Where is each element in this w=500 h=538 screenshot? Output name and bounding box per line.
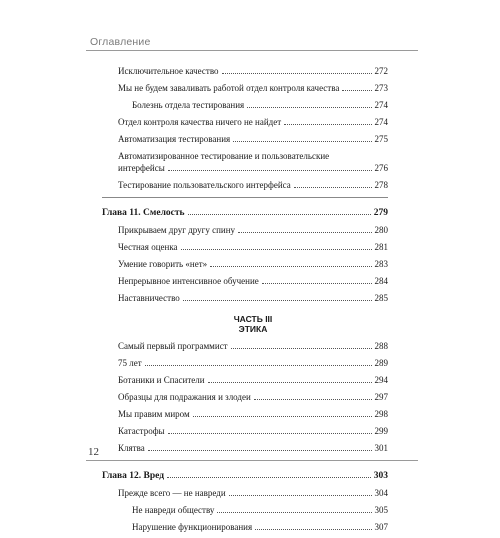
toc-entry bbox=[118, 99, 388, 111]
toc-entry-title: Не навреди обществу bbox=[132, 505, 215, 515]
toc-entry bbox=[118, 487, 388, 499]
toc-entry bbox=[118, 224, 388, 236]
dot-leader bbox=[217, 512, 371, 513]
dot-leader bbox=[233, 141, 371, 142]
toc-entry-title: Умение говорить «нет» bbox=[118, 259, 208, 269]
toc-entry-title: Исключительное качество bbox=[118, 66, 219, 76]
toc-entry-title: Ботаники и Спасители bbox=[118, 375, 205, 385]
toc-entry-title: Нарушение функционирования bbox=[132, 522, 253, 532]
footer-rule bbox=[86, 460, 418, 461]
toc-entry-title: Прикрываем друг другу спину bbox=[118, 225, 236, 235]
toc-entry-page: 307 bbox=[374, 522, 388, 532]
toc-entry-page: 288 bbox=[374, 341, 388, 351]
toc-entry bbox=[118, 150, 388, 174]
toc-entry-title-line2: интерфейсы bbox=[118, 163, 165, 173]
toc-entry-page: 278 bbox=[374, 180, 388, 190]
toc-entry bbox=[118, 133, 388, 145]
dot-leader bbox=[238, 232, 371, 233]
toc-entry-page: 305 bbox=[374, 505, 388, 515]
dot-leader bbox=[254, 399, 372, 400]
toc-entry-page: 274 bbox=[374, 100, 388, 110]
toc-entry-page: 289 bbox=[374, 358, 388, 368]
chapter-page: 279 bbox=[373, 208, 388, 218]
dot-leader bbox=[294, 187, 372, 188]
toc-entry bbox=[118, 374, 388, 386]
part-title bbox=[118, 314, 388, 334]
toc-entry-title: Прежде всего — не навреди bbox=[118, 488, 226, 498]
chapter-separator bbox=[102, 197, 388, 198]
toc-entry-page: 284 bbox=[374, 276, 388, 286]
toc-entry-title: Отдел контроля качества ничего не найдет bbox=[118, 117, 282, 127]
toc-entry bbox=[118, 258, 388, 270]
toc-entry bbox=[118, 425, 388, 437]
dot-leader bbox=[231, 348, 372, 349]
dot-leader bbox=[183, 300, 372, 301]
toc-entry-page: 276 bbox=[374, 163, 388, 173]
running-head: Оглавление bbox=[90, 36, 151, 48]
toc-entry bbox=[118, 65, 388, 77]
toc-entry-page: 294 bbox=[374, 375, 388, 385]
toc-entry-page: 273 bbox=[374, 83, 388, 93]
toc-entry-title: Образцы для подражания и злодеи bbox=[118, 392, 251, 402]
dot-leader bbox=[193, 416, 372, 417]
dot-leader bbox=[255, 529, 371, 530]
toc-entry-title: 75 лет bbox=[118, 358, 142, 368]
toc-entry-title: Болезнь отдела тестирования bbox=[132, 100, 245, 110]
toc-entry-page: 297 bbox=[374, 392, 388, 402]
toc-entry-page: 301 bbox=[374, 443, 388, 453]
toc-entry bbox=[118, 340, 388, 352]
toc-entry bbox=[118, 179, 388, 191]
toc-entry bbox=[118, 504, 388, 516]
dot-leader bbox=[262, 283, 372, 284]
chapter-entry bbox=[102, 470, 388, 482]
toc-entry-title: Катастрофы bbox=[118, 426, 165, 436]
dot-leader bbox=[284, 124, 371, 125]
toc-entry bbox=[118, 408, 388, 420]
dot-leader bbox=[342, 90, 371, 91]
header-rule bbox=[86, 50, 418, 51]
toc-entry-title: Клятва bbox=[118, 443, 145, 453]
toc-entry-title: Тестирование пользовательского интерфейса bbox=[118, 180, 291, 190]
toc-entry-page: 283 bbox=[374, 259, 388, 269]
toc-entry bbox=[118, 292, 388, 304]
dot-leader bbox=[208, 382, 372, 383]
toc-entry-page: 280 bbox=[374, 225, 388, 235]
toc-entry-title: Самый первый программист bbox=[118, 341, 228, 351]
part-number: ЧАСТЬ III bbox=[233, 314, 273, 324]
dot-leader bbox=[229, 495, 372, 496]
toc-entry-page: 298 bbox=[374, 409, 388, 419]
toc-entry bbox=[118, 82, 388, 94]
dot-leader bbox=[210, 266, 371, 267]
chapter-title: Глава 12. Вред bbox=[102, 471, 165, 481]
toc-entry-page: 304 bbox=[374, 488, 388, 498]
chapter-page: 303 bbox=[373, 471, 388, 481]
toc-entry-title: Автоматизация тестирования bbox=[118, 134, 231, 144]
toc-entry bbox=[118, 442, 388, 454]
dot-leader bbox=[167, 477, 371, 478]
toc-entry bbox=[118, 241, 388, 253]
dot-leader bbox=[188, 214, 371, 215]
part-name: ЭТИКА bbox=[238, 324, 268, 334]
dot-leader bbox=[181, 249, 372, 250]
dot-leader bbox=[148, 450, 372, 451]
dot-leader bbox=[145, 365, 372, 366]
toc-entry-page: 275 bbox=[374, 134, 388, 144]
toc-entry-title: Непрерывное интенсивное обучение bbox=[118, 276, 259, 286]
chapter-entry bbox=[102, 207, 388, 219]
dot-leader bbox=[168, 170, 372, 171]
toc-entry bbox=[118, 521, 388, 533]
toc-entry-title-line1: Автоматизированное тестирование и пользовательские bbox=[118, 151, 330, 161]
dot-leader bbox=[168, 433, 372, 434]
toc-entry-page: 281 bbox=[374, 242, 388, 252]
dot-leader bbox=[222, 73, 372, 74]
dot-leader bbox=[247, 107, 371, 108]
toc-entry bbox=[118, 357, 388, 369]
toc-entry-page: 272 bbox=[374, 66, 388, 76]
toc-entry bbox=[118, 116, 388, 128]
toc-entry-title: Наставничество bbox=[118, 293, 180, 303]
toc-entry bbox=[118, 275, 388, 287]
toc-entry-title: Честная оценка bbox=[118, 242, 178, 252]
page-number: 12 bbox=[88, 446, 99, 458]
toc-entry-page: 274 bbox=[374, 117, 388, 127]
toc-entry-page: 299 bbox=[374, 426, 388, 436]
toc-entry-page: 285 bbox=[374, 293, 388, 303]
toc-entry bbox=[118, 391, 388, 403]
table-of-contents bbox=[102, 65, 388, 538]
toc-entry-title: Мы не будем заваливать работой отдел контроля качества bbox=[118, 83, 340, 93]
toc-entry-title: Мы правим миром bbox=[118, 409, 190, 419]
chapter-title: Глава 11. Смелость bbox=[102, 208, 185, 218]
